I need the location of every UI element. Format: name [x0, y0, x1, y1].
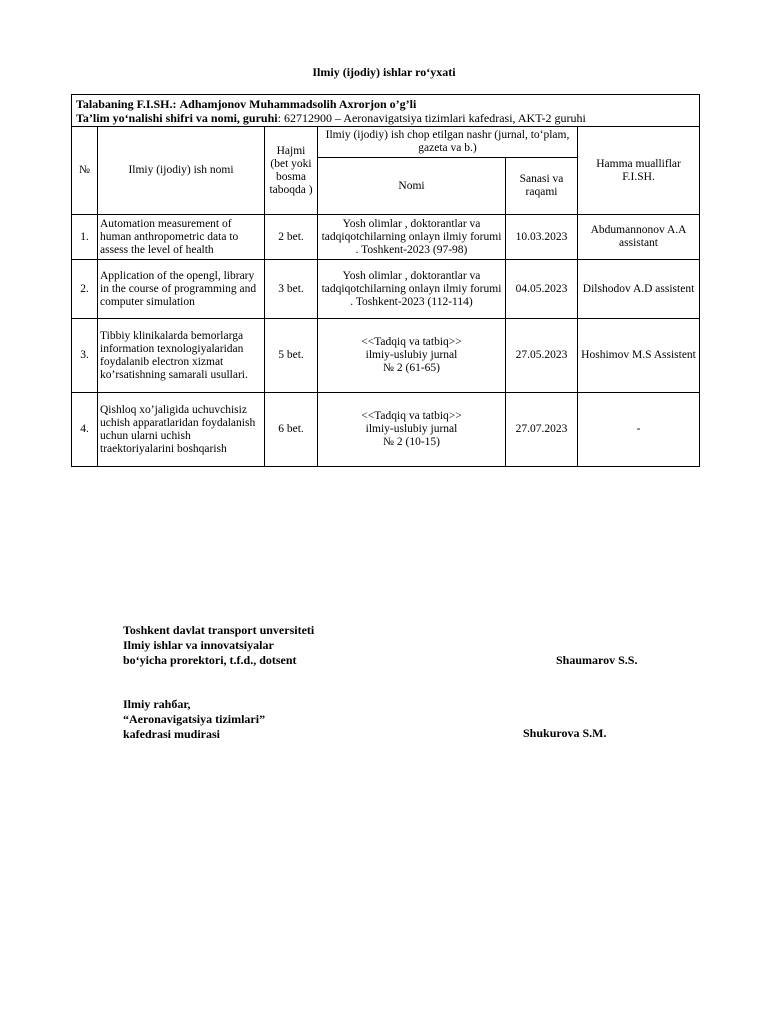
signature-line: Ilmiy ishlar va innovatsiyalar	[123, 638, 274, 652]
student-info-row	[72, 95, 700, 127]
row-authors: Hoshimov M.S Assistent	[578, 319, 700, 393]
row-num: 3.	[72, 319, 98, 393]
student-info-cell	[72, 95, 700, 127]
row-authors: Abdumannonov A.A assistant	[578, 215, 700, 260]
row-volume: 6 bet.	[265, 393, 318, 467]
scientific-works-table	[71, 94, 700, 467]
row-publication: Yosh olimlar , doktorantlar va tadqiqotchilarning onlayn ilmiy forumi . Toshkent-2023 (112-114)	[318, 260, 506, 319]
row-work-name: Automation measurement of human anthropometric data to assess the level of health	[98, 215, 265, 260]
program-label: Ta’lim yo‘nalishi shifri va nomi, guruhi	[76, 110, 278, 125]
row-work-name: Qishloq xo’jaligida uchuvchisiz uchish apparatlaridan foydalanish uchun ularni uchish traektoriyalarini boshqarish	[98, 393, 265, 467]
row-publication: Yosh olimlar , doktorantlar va tadqiqotchilarning onlayn ilmiy forumi . Toshkent-2023 (97-98)	[318, 215, 506, 260]
row-work-name: Application of the opengl, library in the course of programming and computer simulation	[98, 260, 265, 319]
row-num: 1.	[72, 215, 98, 260]
row-volume: 3 bet.	[265, 260, 318, 319]
row-num: 4.	[72, 393, 98, 467]
signature-line: Toshkent davlat transport unversiteti	[123, 623, 315, 637]
pub-line: <<Tadqiq va tatbiq>>	[361, 410, 462, 422]
department-head-name: Shukurova S.M.	[523, 726, 607, 740]
pub-line: ilmiy-uslubiy jurnal	[365, 349, 458, 361]
pub-line: ilmiy-uslubiy jurnal	[365, 423, 458, 435]
pub-line: № 2 (10-15)	[383, 436, 440, 448]
row-work-name: Tibbiy klinikalarda bemorlarga information texnologiyalaridan foydalanib electron xizmat ko’rsatishning samarali usullari.	[98, 319, 265, 393]
row-date: 04.05.2023	[506, 260, 578, 319]
student-name-value: Adhamjonov Muhammadsolih Axrorjon o’g’li	[179, 96, 417, 111]
row-num: 2.	[72, 260, 98, 319]
table-row	[72, 215, 700, 260]
header-num: №	[72, 127, 98, 215]
table-row	[72, 260, 700, 319]
pub-line: № 2 (61-65)	[383, 362, 440, 374]
student-name-label: Talabaning F.I.SH.:	[76, 96, 177, 111]
pub-line: <<Tadqiq va tatbiq>>	[361, 336, 462, 348]
prorector-name: Shaumarov S.S.	[556, 653, 638, 667]
program-value: : 62712900 – Aeronavigatsiya tizimlari kafedrasi, AKT-2 guruhi	[277, 110, 586, 125]
signature-line: “Aeronavigatsiya tizimlari”	[123, 712, 266, 726]
row-authors: -	[578, 393, 700, 467]
header-row-top	[72, 127, 700, 158]
prorector-title-block	[123, 623, 314, 668]
header-pub-name: Nomi	[318, 158, 506, 215]
row-volume: 2 bet.	[265, 215, 318, 260]
row-date: 27.05.2023	[506, 319, 578, 393]
department-head-title-block	[123, 697, 265, 742]
document-title: Ilmiy (ijodiy) ishlar ro‘yxati	[312, 65, 456, 79]
row-publication	[318, 319, 506, 393]
signature-line: bo‘yicha prorektori, t.f.d., dotsent	[123, 653, 297, 667]
row-publication	[318, 393, 506, 467]
header-publication: Ilmiy (ijodiy) ish chop etilgan nashr (jurnal, to‘plam, gazeta va b.)	[318, 127, 578, 158]
header-volume: Hajmi (bet yoki bosma taboqda )	[265, 127, 318, 215]
row-date: 27.07.2023	[506, 393, 578, 467]
row-authors: Dilshodov A.D assistent	[578, 260, 700, 319]
table-row	[72, 393, 700, 467]
signature-line: Ilmiy rahбar,	[123, 697, 191, 711]
header-pub-date: Sanasi va raqami	[506, 158, 578, 215]
header-work-name: Ilmiy (ijodiy) ish nomi	[98, 127, 265, 215]
table-row	[72, 319, 700, 393]
signature-line: kafedrasi mudirasi	[123, 727, 221, 741]
header-authors: Hamma mualliflar F.I.SH.	[578, 127, 700, 215]
row-date: 10.03.2023	[506, 215, 578, 260]
row-volume: 5 bet.	[265, 319, 318, 393]
